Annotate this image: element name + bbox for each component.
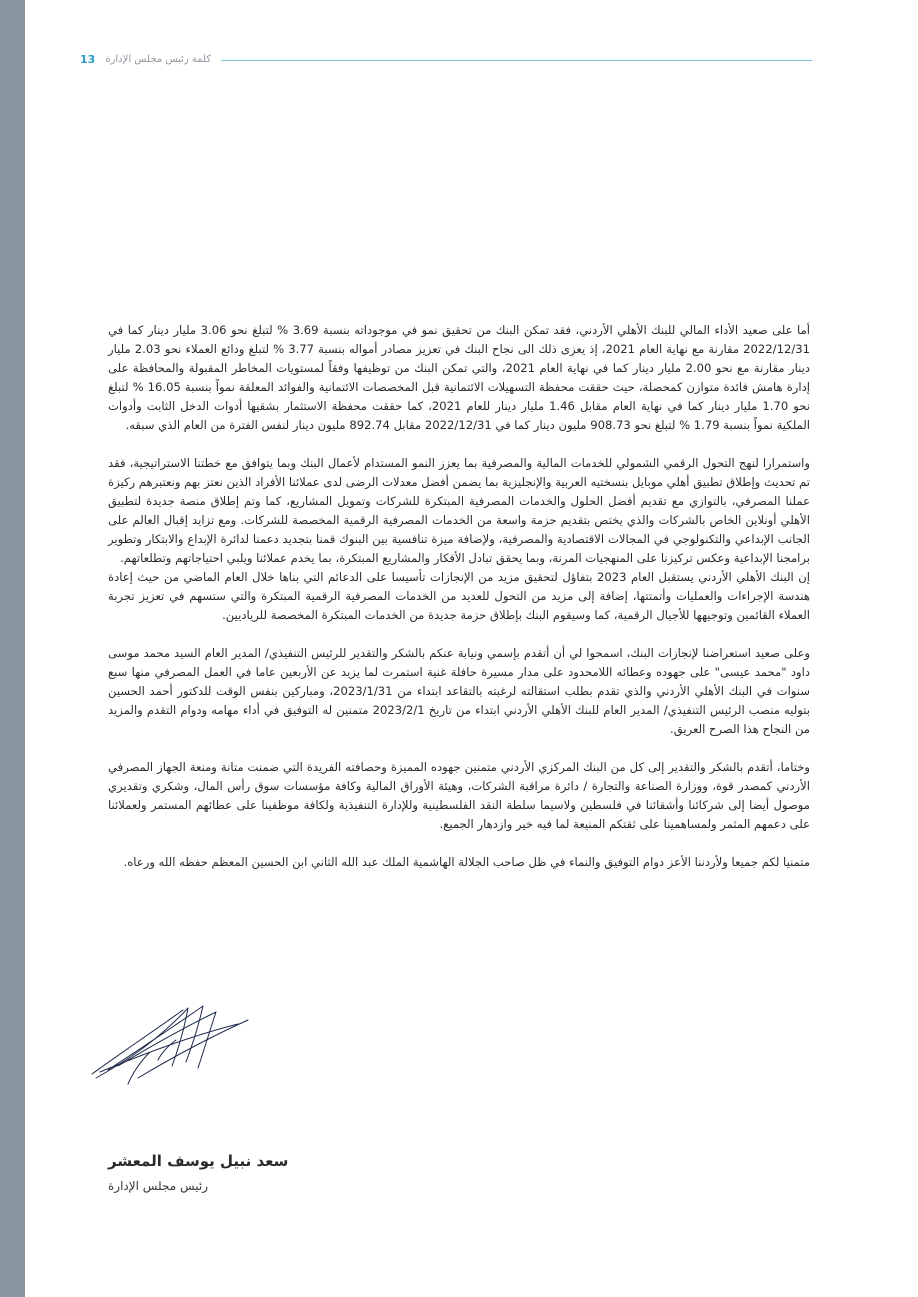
section-title: كلمة رئيس مجلس الإدارة	[105, 54, 212, 65]
paragraph-ceo-thanks: وعلى صعيد استعراضنا لإنجازات البنك، اسمحوا لي أن أتقدم بإسمي ونيابة عنكم بالشكر والتقدير للرئيس التنفيذي/ المدير العام السيد محمد موسى داود "محمد عيسى" على جهوده وعطائه اللامحدود على مدار مسيرة حافلة غنية استمرت لما يزيد عن الأربعين عاما في العمل المصرفي منها سبع سنوات في البنك الأهلي الأردني والذي تقدم بطلب استقالته لرغبته بالتقاعد ابتداء من 2023/1/31، ومباركين بنفس الوقت للدكتور أحمد الحسين بتوليه منصب الرئيس التنفيذي/ المدير العام للبنك الأهلي الأردني ابتداء من تاريخ 2023/2/1 متمنين له التوفيق في أداء مهامه ودوام التقدم والمزيد من النجاح هذا الصرح العريق.	[108, 646, 810, 736]
paragraph-outlook-2023: إن البنك الأهلي الأردني يستقبل العام 2023 بتفاؤل لتحقيق مزيد من الإنجازات تأسيسا على الدعائم التي بناها خلال العام الماضي من حيث إعادة هندسة الإجراءات والعمليات وأتمتتها، إضافة إلى مزيد من التحول للعديد من الخدمات المصرفية الرقمية المبتكرة والتي ستسهم في تعزيز تجربة العملاء القائمين وتوجيهها للأجيال الرقمية، كما وسيقوم البنك بإطلاق حزمة جديدة من الخدمات المبتكرة المخصصة للرياديين.	[108, 570, 810, 622]
handwritten-signature	[88, 1000, 258, 1090]
paragraph-acknowledgements: وختاما، أتقدم بالشكر والتقدير إلى كل من البنك المركزي الأردني متمنين جهوده المميزة وحصافته الفريدة التي ضمنت متانة ومنعة الجهاز المصرفي الأردني كمصدر قوة، ووزارة الصناعة والتجارة / دائرة مراقبة الشركات، وهيئة الأوراق المالية وكافة مؤسسات سوق رأس المال، وشكري وتقديري موصول أيضا إلى شركائنا وأشقائنا في فلسطين ولاسيما سلطة النقد الفلسطينية وللإدارة التنفيذية ولكافة موظفينا على عطائهم المستمر ولعملائنا على دعمهم المثمر ولمساهمينا على ثقتكم المنيعة لما فيه خير وازدهار الجميع.	[108, 760, 810, 831]
page-header	[80, 50, 812, 70]
letter-body	[108, 321, 810, 891]
signatory-name: سعد نبيل يوسف المعشر	[108, 1152, 289, 1170]
side-accent-bar	[0, 0, 25, 1297]
page-number: 13	[80, 53, 96, 66]
paragraph-digital-transformation: واستمرارا لنهج التحول الرقمي الشمولي للخدمات المالية والمصرفية بما يعزز النمو المستدام لأعمال البنك وبما يتوافق مع خطتنا الاستراتيجية، فقد تم تحديث وإطلاق تطبيق أهلي موبايل بنسختيه العربية والإنجليزية بما يضمن أفضل معدلات الرضى لدى عملائنا الأفراد الذين نعتز بهم ونعتبرهم ركيزة عملنا المصرفي، بالتوازي مع تقديم أفضل الحلول والخدمات المصرفية المبتكرة للشركات وتمويل المشاريع، كما وتم إطلاق منصة جديدة لتطبيق الأهلي أونلاين الخاص بالشركات والذي يختص بتقديم حزمة واسعة من الخدمات المصرفية الرقمية المخصصة للشركات. ومع تزايد إقبال العالم على الجانب الإبداعي والتكنولوجي في المجالات الاقتصادية والمصرفية، ولإضافة ميزة تنافسية بين البنوك قمنا بتجديد دعمنا لدائرة الإبداع والابتكار وتطوير برامجنا الإبداعية وعكس تركيزنا على المنهجيات المرنة، وبما يحقق تبادل الأفكار والمشاريع المبتكرة، بما يخدم عملائنا ويلبي احتياجاتهم وتطلعاتهم.	[108, 456, 810, 565]
header-divider	[221, 60, 812, 61]
paragraph-financial-performance: أما على صعيد الأداء المالي للبنك الأهلي الأردني، فقد تمكن البنك من تحقيق نمو في موجوداته بنسبة 3.69 % لتبلغ نحو 3.06 مليار دينار كما في 2022/12/31 مقارنة مع نهاية العام 2021، إذ يعزى ذلك الى نجاح البنك في تعزيز مصادر أمواله بنسبة 3.77 % لتبلغ ودائع العملاء نحو 2.03 مليار دينار مقارنة مع نحو 2.00 مليار دينار كما في نهاية العام 2021، والتي تمكن البنك من توظيفها وفقاً لمستويات المخاطر المقبولة والمحافظة على إدارة هامش فائدة متوازن كمحصلة، حيث حققت محفظة التسهيلات الائتمانية قبل المخصصات الائتمانية والفوائد المعلقة نمواً بنسبة 16.05 % لتبلغ نحو 1.70 مليار دينار كما في نهاية العام مقابل 1.46 مليار دينار للعام 2021، كما حققت محفظة الاستثمار بشقيها أدوات الدخل الثابت وأدوات الملكية نمواً بنسبة 1.79 % لتبلغ نحو 908.73 مليون دينار كما في 2022/12/31 مقابل 892.74 مليون دينار لنفس الفترة من العام الذي سبقه.	[108, 323, 811, 432]
paragraph-closing: متمنيا لكم جميعا ولأردننا الأعز دوام التوفيق والنماء في ظل صاحب الجلالة الهاشمية الملك عبد الله الثاني ابن الحسين المعظم حفظه الله ورعاه.	[123, 855, 810, 869]
signatory-title: رئيس مجلس الإدارة	[108, 1179, 209, 1193]
